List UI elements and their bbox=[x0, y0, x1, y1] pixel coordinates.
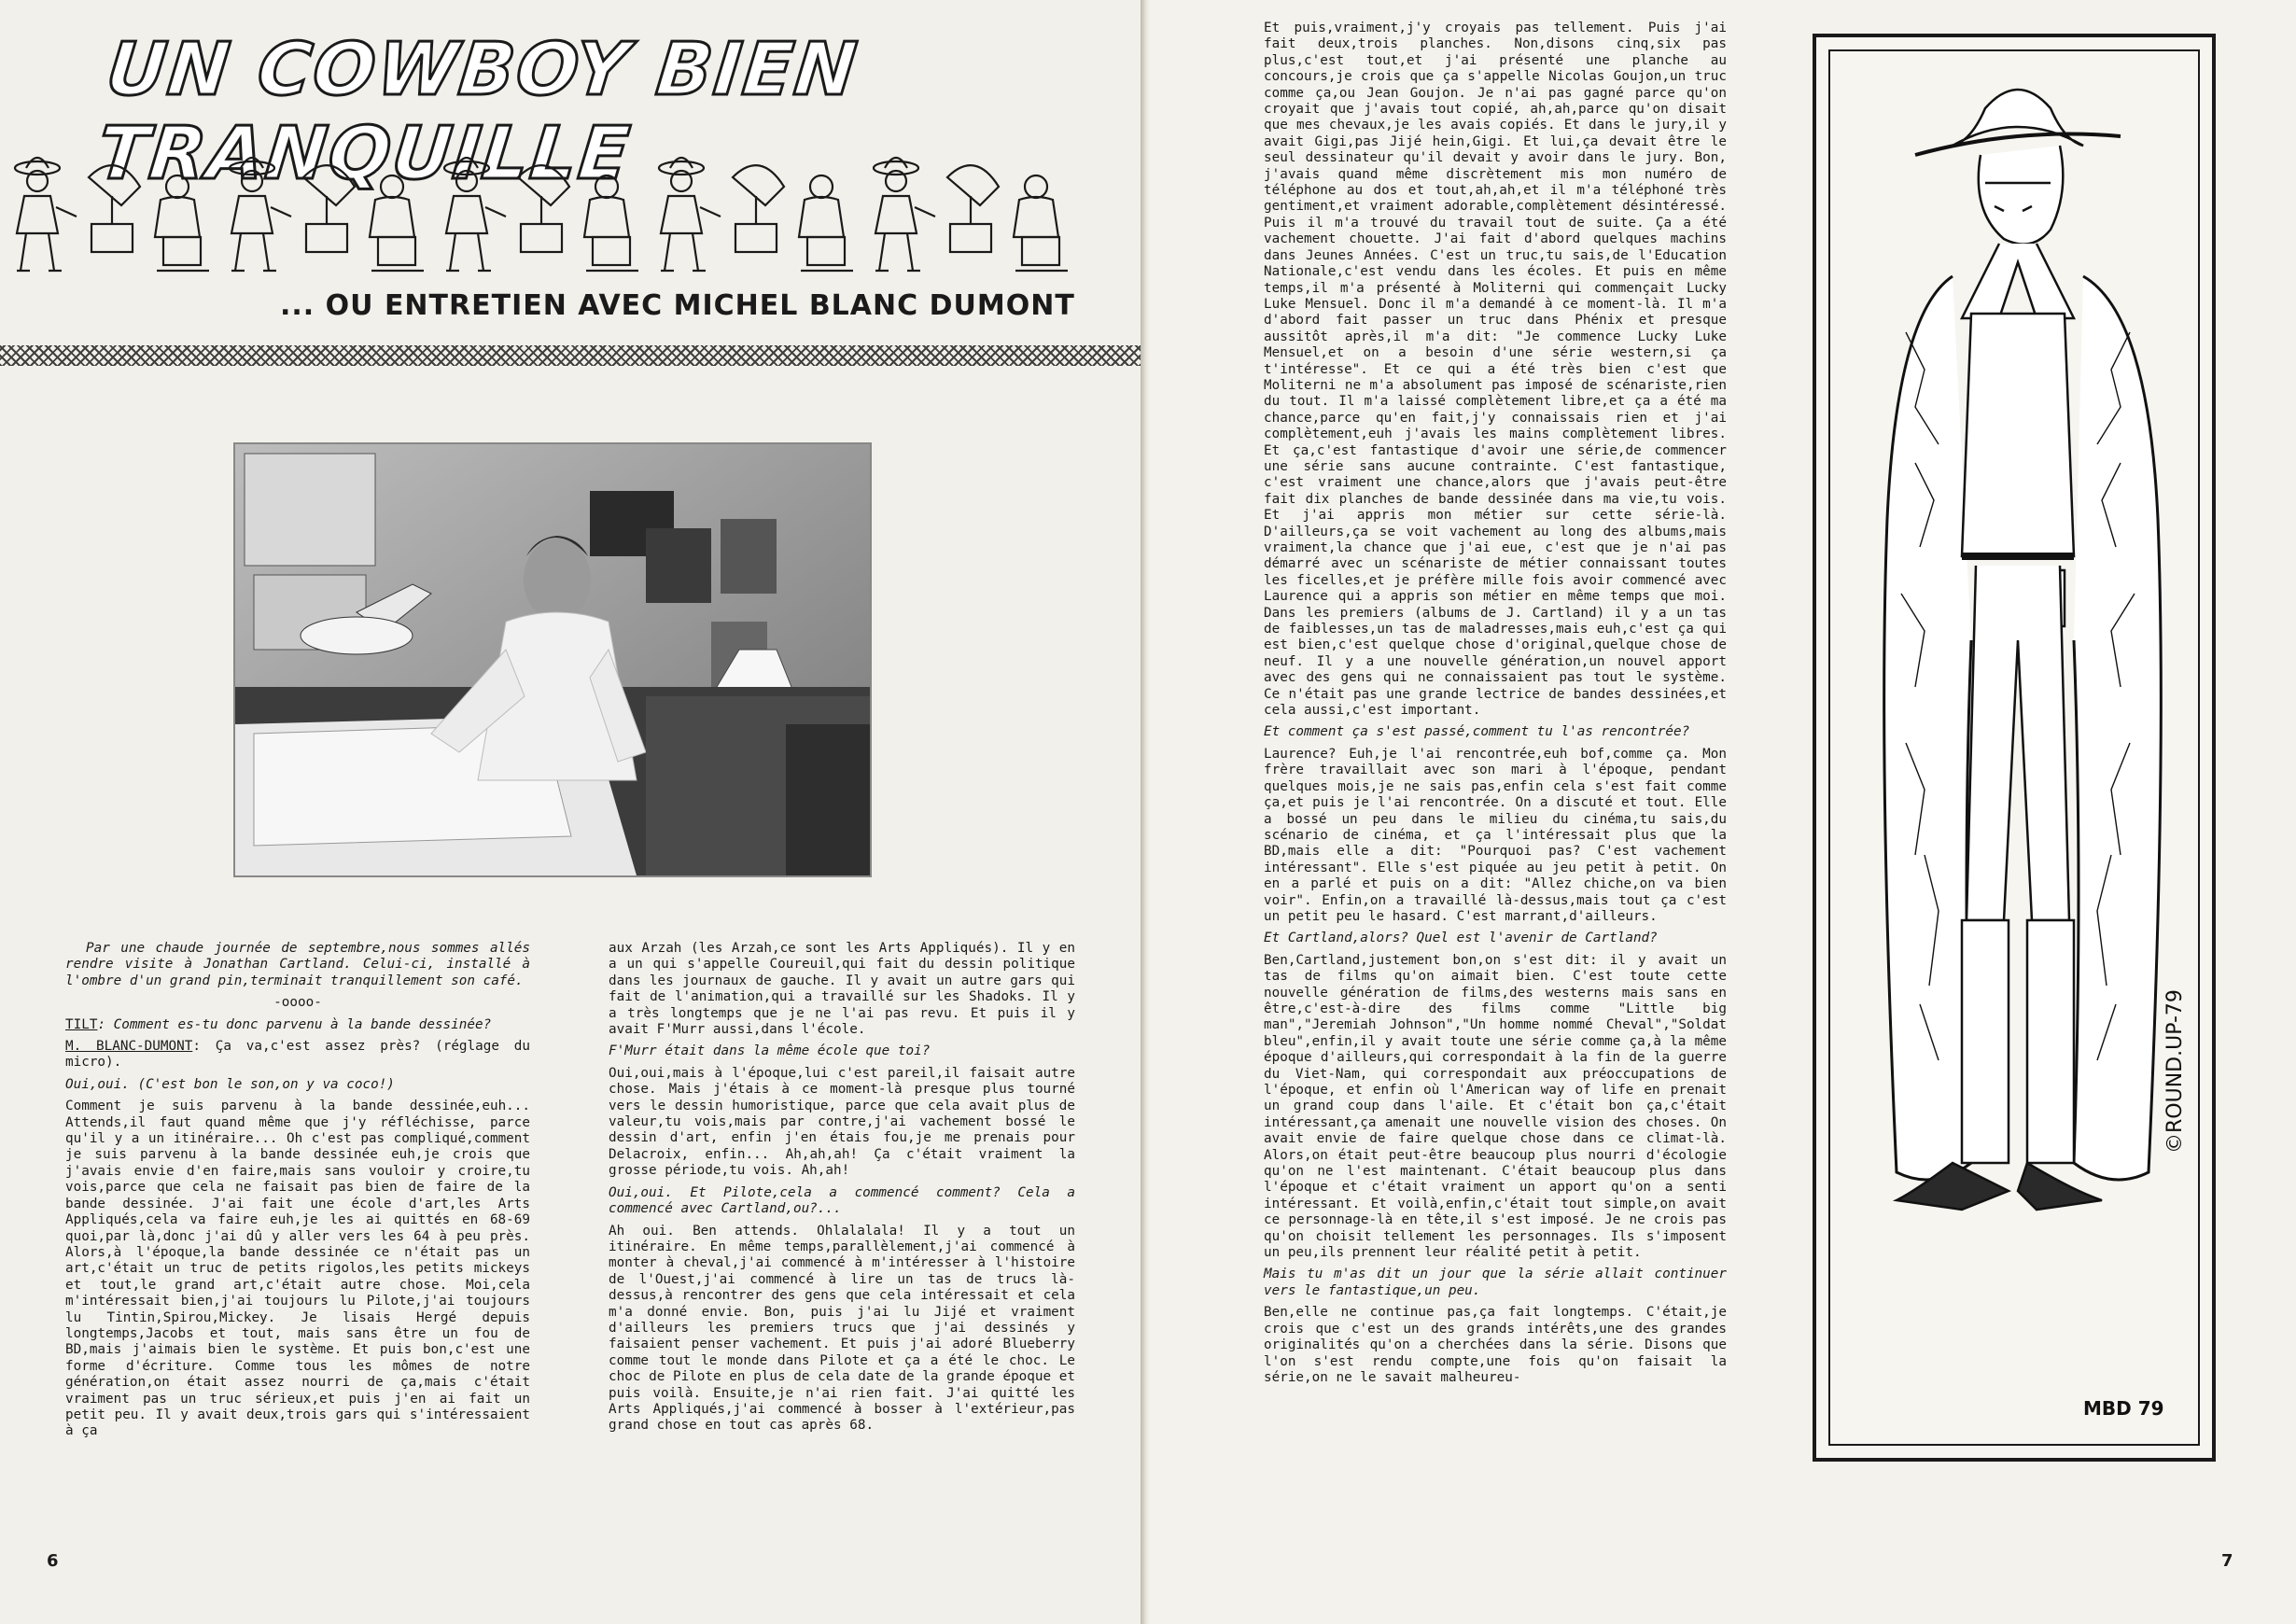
frieze-sitting-figure bbox=[155, 175, 209, 271]
speaker-mbd: M. BLANC-DUMONT bbox=[65, 1039, 193, 1055]
article-column-1 bbox=[65, 941, 530, 1446]
paragraph: Laurence? Euh,je l'ai rencontrée,euh bof,comme ça. Mon frère travaillait avec son mari à l'époque, pendant quelques mois,je ne sais pas,enfin cela s'est fait comme ça,et puis je l'ai rencontrée. On a discuté et tout. Elle a bossé un peu dans le milieu du cinéma,tu sais,du scénario de cinéma, et ça l'intéressait plus que la BD,mais elle a dit: "Pourquoi pas? C'est vachement intéressant". Elle s'est piquée au jeu petit à petit. On en a parlé et puis on a dit: "Allez chiche,on va bien voir". Enfin,on a travaillé là-dessus,mais tout ça c'est un petit peu le hasard. C'est marrant,d'ailleurs. bbox=[1264, 746, 1727, 924]
page-number-left: 6 bbox=[47, 1551, 59, 1571]
cartoon-frieze bbox=[0, 140, 1141, 289]
page-number-right: 7 bbox=[2221, 1551, 2233, 1571]
separator: -oooo- bbox=[273, 995, 322, 1011]
question: F'Murr était dans la même école que toi? bbox=[609, 1043, 931, 1059]
article-subtitle: ... OU ENTRETIEN AVEC MICHEL BLANC DUMONT bbox=[280, 289, 1075, 322]
artist-signature: MBD 79 bbox=[2083, 1397, 2164, 1420]
answer-1-text: : Ça va,c'est assez près? (réglage du micro). bbox=[65, 1039, 530, 1071]
paragraph: Et puis,vraiment,j'y croyais pas tellement. Puis j'ai fait deux,trois planches. Non,disons cinq,six pas plus,c'est tout,et j'ai présenté une planche au concours,je crois que ça s'appelle Nicolas Goujon,un truc comme ça,ou Jean Goujon. Je n'ai pas gagné parce qu'on croyait que j'avais tout copié, ah,ah,parce qu'on disait que mes chevaux,je les avais copiés. Et dans le jury,il y avait Gigi,pas Jijé hein,Gigi. Et lui,ça devait être le seul dessinateur qu'il devait y avoir dans le jury. Bon, j'avais quand même discrètement mis mon numéro de téléphone au dos et tout,ah,ah,et il m'a téléphoné très gentiment,et vraiment adorable,complètement désintéressé. Puis il m'a trouvé du travail tout de suite. Ça a été vachement chouette. J'ai fait d'abord quelques machins dans Jeunes Années. C'est un truc,tu sais,de l'Education Nationale,c'est vendu dans les écoles. Et puis en même temps,il m'a présenté à Moliterni qui commençait Lucky Luke Mensuel. Donc il m'a demandé à ce moment-là. Il m'a d'abord fait passer un truc dans Phénix et presque aussitôt après,il m'a dit: "Je commence Lucky Luke Mensuel,et on a besoin d'une série western,si ça t'intéresse". Et ce qui a été très bien c'est que Moliterni ne m'a absolument pas imposé de scénariste,rien du tout. Il m'a laissé complètement libre,et ça a été ma chance,parce qu'en fait,j'y connaissais rien et j'ai complètement,euh j'avais les mains complètement libres. Et ça,c'est fantastique d'avoir une série,de commencer une série sans aucune contrainte. C'est fantastique, c'est vraiment une chance,alors que j'avais peut-être fait dix planches de bande dessinée dans ma vie,tu vois. Et j'ai appris mon métier sur cette série-là. D'ailleurs,ça se voit vachement au long des albums,mais vraiment,la chance que j'ai eue, c'est que je n'ai pas démarré avec un scénariste de métier connaissant toutes les ficelles,et je préfère mille fois avoir commencé avec Laurence qui a appris son métier en même temps que moi. Dans les premiers (albums de J. Cartland) il y a un tas de faiblesses,un tas de maladresses,mais euh,c'est ça qui est bien,c'est quelque chose d'original,quelque chose de neuf. Il y a une nouvelle génération,un nouvel apport avec des gens qui ne connaissaient pas tout le système. Ce n'était pas une grande lectrice de bandes dessinées,et cela aussi,c'est important. bbox=[1264, 21, 1727, 719]
paragraph: Ben,Cartland,justement bon,on s'est dit: il y avait un tas de films qu'on aimait bien. C'est toute cette nouvelle génération de films,des westerns mais sans en être,c'est-à-dire des films comme "Little big man","Jeremiah Johnson","Un homme nommé Cheval","Soldat bleu",enfin,il y avait toute une série comme ça,à la même époque d'ailleurs,qui correspondait à la fin de la guerre du Viet-Nam, qui correspondait aux préoccupations de l'époque, et enfin où l'American way of life en prenait un grand coup dans l'aile. Et c'était bon ça,c'était intéressant,ça amenait une nouvelle vision des choses. On avait envie de faire quelque chose dans ce climat-là. Alors,on était peut-être beaucoup plus nourri d'écologie qu'on ne l'est maintenant. C'était beaucoup plus dans l'époque et c'était vraiment un apport qu'on a senti intéressant. Et voilà,enfin,c'était tout simple,on avait ce personnage-là en tête,il s'est imposé. Je ne crois pas qu'on choisit tellement les personnages. Ils s'imposent un peu,ils prennent leur réalité petit à petit. bbox=[1264, 952, 1727, 1261]
speaker-tilt: TILT bbox=[65, 1016, 98, 1032]
question-1 bbox=[65, 1017, 530, 1033]
question: Et Cartland,alors? Quel est l'avenir de Cartland? bbox=[1264, 931, 1658, 946]
article-column-3 bbox=[1264, 21, 1727, 1392]
frieze-phonograph bbox=[89, 165, 140, 252]
article-title: UN COWBOY BIEN TRANQUILLE bbox=[93, 28, 862, 196]
question-1-text: : Comment es-tu donc parvenu à la bande dessinée? bbox=[97, 1016, 492, 1032]
question: Et comment ça s'est passé,comment tu l'as rencontrée? bbox=[1264, 724, 1690, 740]
paragraph: aux Arzah (les Arzah,ce sont les Arts Appliqués). Il y en a un qui s'appelle Coureuil,qui fait du dessin politique dans les journaux de gauche. Il y avait un autre gars qui fait de l'animation,qui a travaillé sur les Shadoks. Il y a très longtemps que je ne l'ai pas revu. Et puis il y avait F'Murr aussi,dans l'école. bbox=[609, 941, 1075, 1038]
intro-paragraph: Par une chaude journée de septembre,nous sommes allés rendre visite à Jonathan Cartland. Celui-ci, installé à l'ombre d'un grand pin,terminait tranquillement son café. bbox=[65, 941, 530, 988]
artist-photo bbox=[233, 442, 872, 877]
cowboy-illustration bbox=[1813, 34, 2216, 1462]
body-paragraph: Comment je suis parvenu à la bande dessinée,euh... Attends,il faut quand même que j'y réfléchisse, parce qu'il y a un itinéraire... Oh c'est pas compliqué,comment je suis parvenu à la bande dessinée euh,je crois que j'avais envie d'en faire,mais sans vouloir y croire,tu vois,parce que cela ne faisait pas bien de faire de la bande dessinée. J'ai fait une école d'art,les Arts Appliqués,cela va faire euh,je les ai quittés en 68-69 quoi,par là,donc j'ai dû y aller vers les 64 à peu près. Alors,à l'époque,la bande dessinée ce n'était pas un art,c'était un truc de petits rigolos,les petits mickeys et tout,le grand art,c'était autre chose. Moi,cela m'intéressait bien,j'ai toujours lu Pilote,j'ai toujours lu Tintin,Spirou,Mickey. Je lisais Hergé depuis longtemps,Jacobs et tout, mais sans être un fou de BD,mais j'aimais bien le système. Et puis bon,c'est une forme d'écriture. Comme tous les mômes de notre génération,on était assez nourri de ça,mais c'était vraiment pas un truc sérieux,et puis j'en ai fait un petit peu. Il y avait deux,trois gars qui s'intéressaient à ça bbox=[65, 1099, 530, 1439]
right-page bbox=[1150, 0, 2296, 1624]
question: Mais tu m'as dit un jour que la série allait continuer vers le fantastique,un peu. bbox=[1264, 1267, 1727, 1298]
paragraph: Oui,oui,mais à l'époque,lui c'est pareil,il faisait autre chose. Mais j'étais à ce moment-là presque plus tourné vers le dessin humoristique, parce que cela avait plus de valeur,tu vois,mais par contre,j'ai vachement bossé le dessin d'art, enfin j'en étais fou,je me prenais pour Delacroix, enfin... Ah,ah,ah! Ça c'était vraiment la grosse période,tu vois. Ah,ah! bbox=[609, 1065, 1075, 1179]
question: Oui,oui. Et Pilote,cela a commencé comment? Cela a commencé avec Cartland,ou?... bbox=[609, 1184, 1075, 1217]
paragraph: Ah oui. Ben attends. Ohlalalala! Il y a tout un itinéraire. En même temps,parallèlement,j'ai commencé à monter à cheval,j'ai commencé à m'intéresser à l'histoire de l'Ouest,j'ai commencé à lire un tas de trucs là-dessus,à rencontrer des gens que cela intéressait et cela m'a donné envie. Bon, puis j'ai lu Jijé et vraiment d'ailleurs les premiers trucs que j'ai dessinés y faisaient penser vachement. Et puis j'ai adoré Blueberry comme tout le monde dans Pilote et ça a été le choc. Le choc de Pilote en plus de cela date de la grande époque et puis voilà. Ensuite,je n'ai rien fait. J'ai quitté les Arts Appliqués,j'ai commencé à bosser à l'extérieur,pas grand chose en tout cas après 68. bbox=[609, 1223, 1075, 1434]
page-gutter bbox=[1141, 0, 1150, 1624]
answer-1 bbox=[65, 1039, 530, 1071]
illustration-copyright: ©ROUND.UP-79 bbox=[2163, 989, 2187, 1154]
frieze-cowboy-figure bbox=[15, 158, 77, 271]
decorative-rule bbox=[0, 345, 1141, 366]
paragraph: Ben,elle ne continue pas,ça fait longtemps. C'était,je crois que c'est un des grands intérêts,une des grandes originalités qu'on a cherchées dans la série. Disons que l'on s'est rendu compte,une fois qu'on faisait la série,on ne le savait malheureu- bbox=[1264, 1305, 1727, 1385]
article-column-2 bbox=[609, 941, 1075, 1440]
left-page bbox=[0, 0, 1141, 1624]
aside-remark: Oui,oui. (C'est bon le son,on y va coco!) bbox=[65, 1076, 395, 1092]
